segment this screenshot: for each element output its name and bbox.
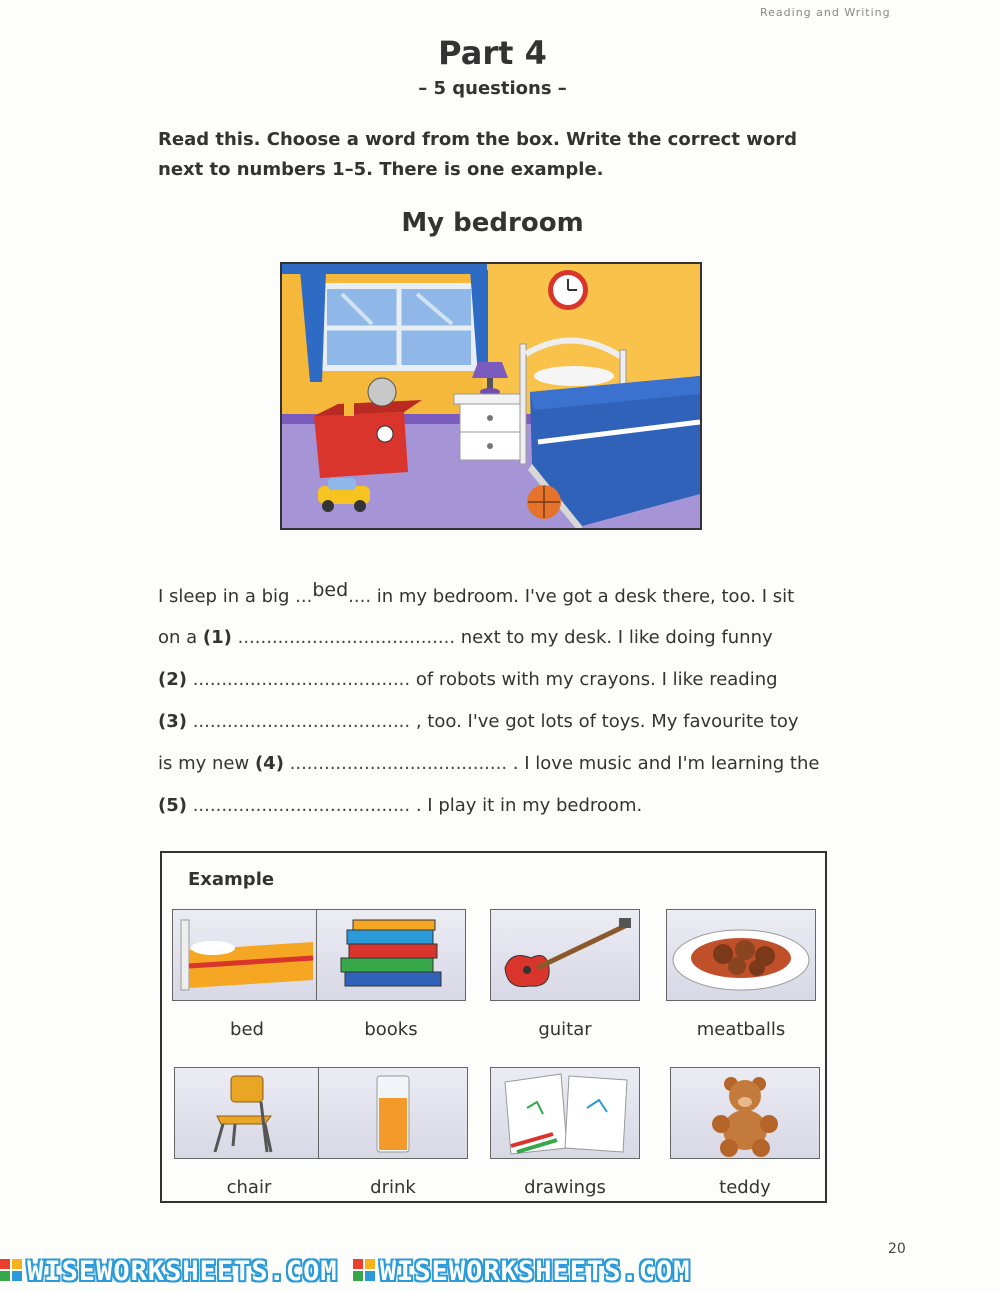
passage [158,575,858,827]
word-card-teddy [670,1067,820,1198]
meatballs-picture [666,909,816,1001]
word-card-meatballs [666,909,816,1040]
watermark-text: WISEWORKSHEETS.COM [27,1256,338,1287]
passage-text: . I play it in my bedroom. [410,795,643,816]
books-picture [316,909,466,1001]
question-number-2: (2) [158,669,187,690]
bed-picture [172,909,322,1001]
drawings-picture [490,1067,640,1159]
passage-line-2 [158,617,858,659]
word-label: meatballs [696,1019,786,1040]
question-number-3: (3) [158,711,187,732]
word-label: bed [230,1019,264,1040]
answer-blank-4[interactable]: ...................................... [283,753,508,774]
passage-line-3 [158,659,858,701]
passage-text: , too. I've got lots of toys. My favourite toy [410,711,799,732]
passage-line-5 [158,743,858,785]
watermark-unit [353,1256,691,1287]
word-card-drink [318,1067,468,1198]
answer-blank-5[interactable]: ...................................... [186,795,411,816]
example-blank-left: ... [295,586,313,607]
answer-blank-1[interactable]: ...................................... [231,627,456,648]
instructions [158,125,858,185]
guitar-picture [490,909,640,1001]
example-blank-right: .... [348,586,372,607]
word-box [160,851,827,1203]
word-label: drink [370,1177,416,1198]
answer-blank-3[interactable]: ...................................... [186,711,411,732]
passage-line-4 [158,701,858,743]
passage-text: of robots with my crayons. I like reading [410,669,778,690]
teddy-picture [670,1067,820,1159]
watermark-strip [0,1256,1000,1291]
word-label: guitar [538,1019,592,1040]
page-title: Part 4 [438,34,547,72]
running-header: Reading and Writing [760,6,891,19]
word-label: drawings [524,1177,606,1198]
watermark-unit [0,1256,338,1287]
question-number-4: (4) [254,753,284,774]
word-card-books [316,909,466,1040]
question-number-1: (1) [202,627,232,648]
passage-text: is my new [158,753,255,774]
drink-picture [318,1067,468,1159]
word-card-guitar [490,909,640,1040]
example-answer: bed [312,579,349,601]
word-card-drawings [490,1067,640,1198]
word-label: books [364,1019,418,1040]
passage-text: I sleep in a big [158,586,296,607]
word-card-bed [172,909,322,1040]
watermark-text: WISEWORKSHEETS.COM [379,1256,691,1287]
watermark-logo-icon [353,1259,375,1281]
answer-blank-2[interactable]: ...................................... [186,669,411,690]
bedroom-illustration [280,262,702,530]
word-card-chair [174,1067,324,1198]
instructions-line-2: next to numbers 1–5. There is one example. [158,159,604,180]
word-label: teddy [719,1177,771,1198]
section-title: My bedroom [401,208,584,238]
question-count: – 5 questions – [418,78,567,99]
passage-text: in my bedroom. I've got a desk there, too. I sit [371,586,795,607]
passage-text: . I love music and I'm learning the [507,753,820,774]
page-number: 20 [888,1241,906,1257]
passage-text: next to my desk. I like doing funny [455,627,773,648]
question-number-5: (5) [158,795,187,816]
instructions-line-1: Read this. Choose a word from the box. Write the correct word [158,129,797,150]
passage-line-6 [158,785,858,827]
example-label: Example [188,869,275,890]
chair-picture [174,1067,324,1159]
word-label: chair [226,1177,272,1198]
watermark-logo-icon [0,1259,22,1281]
passage-line-1 [158,575,858,617]
passage-text: on a [158,627,203,648]
